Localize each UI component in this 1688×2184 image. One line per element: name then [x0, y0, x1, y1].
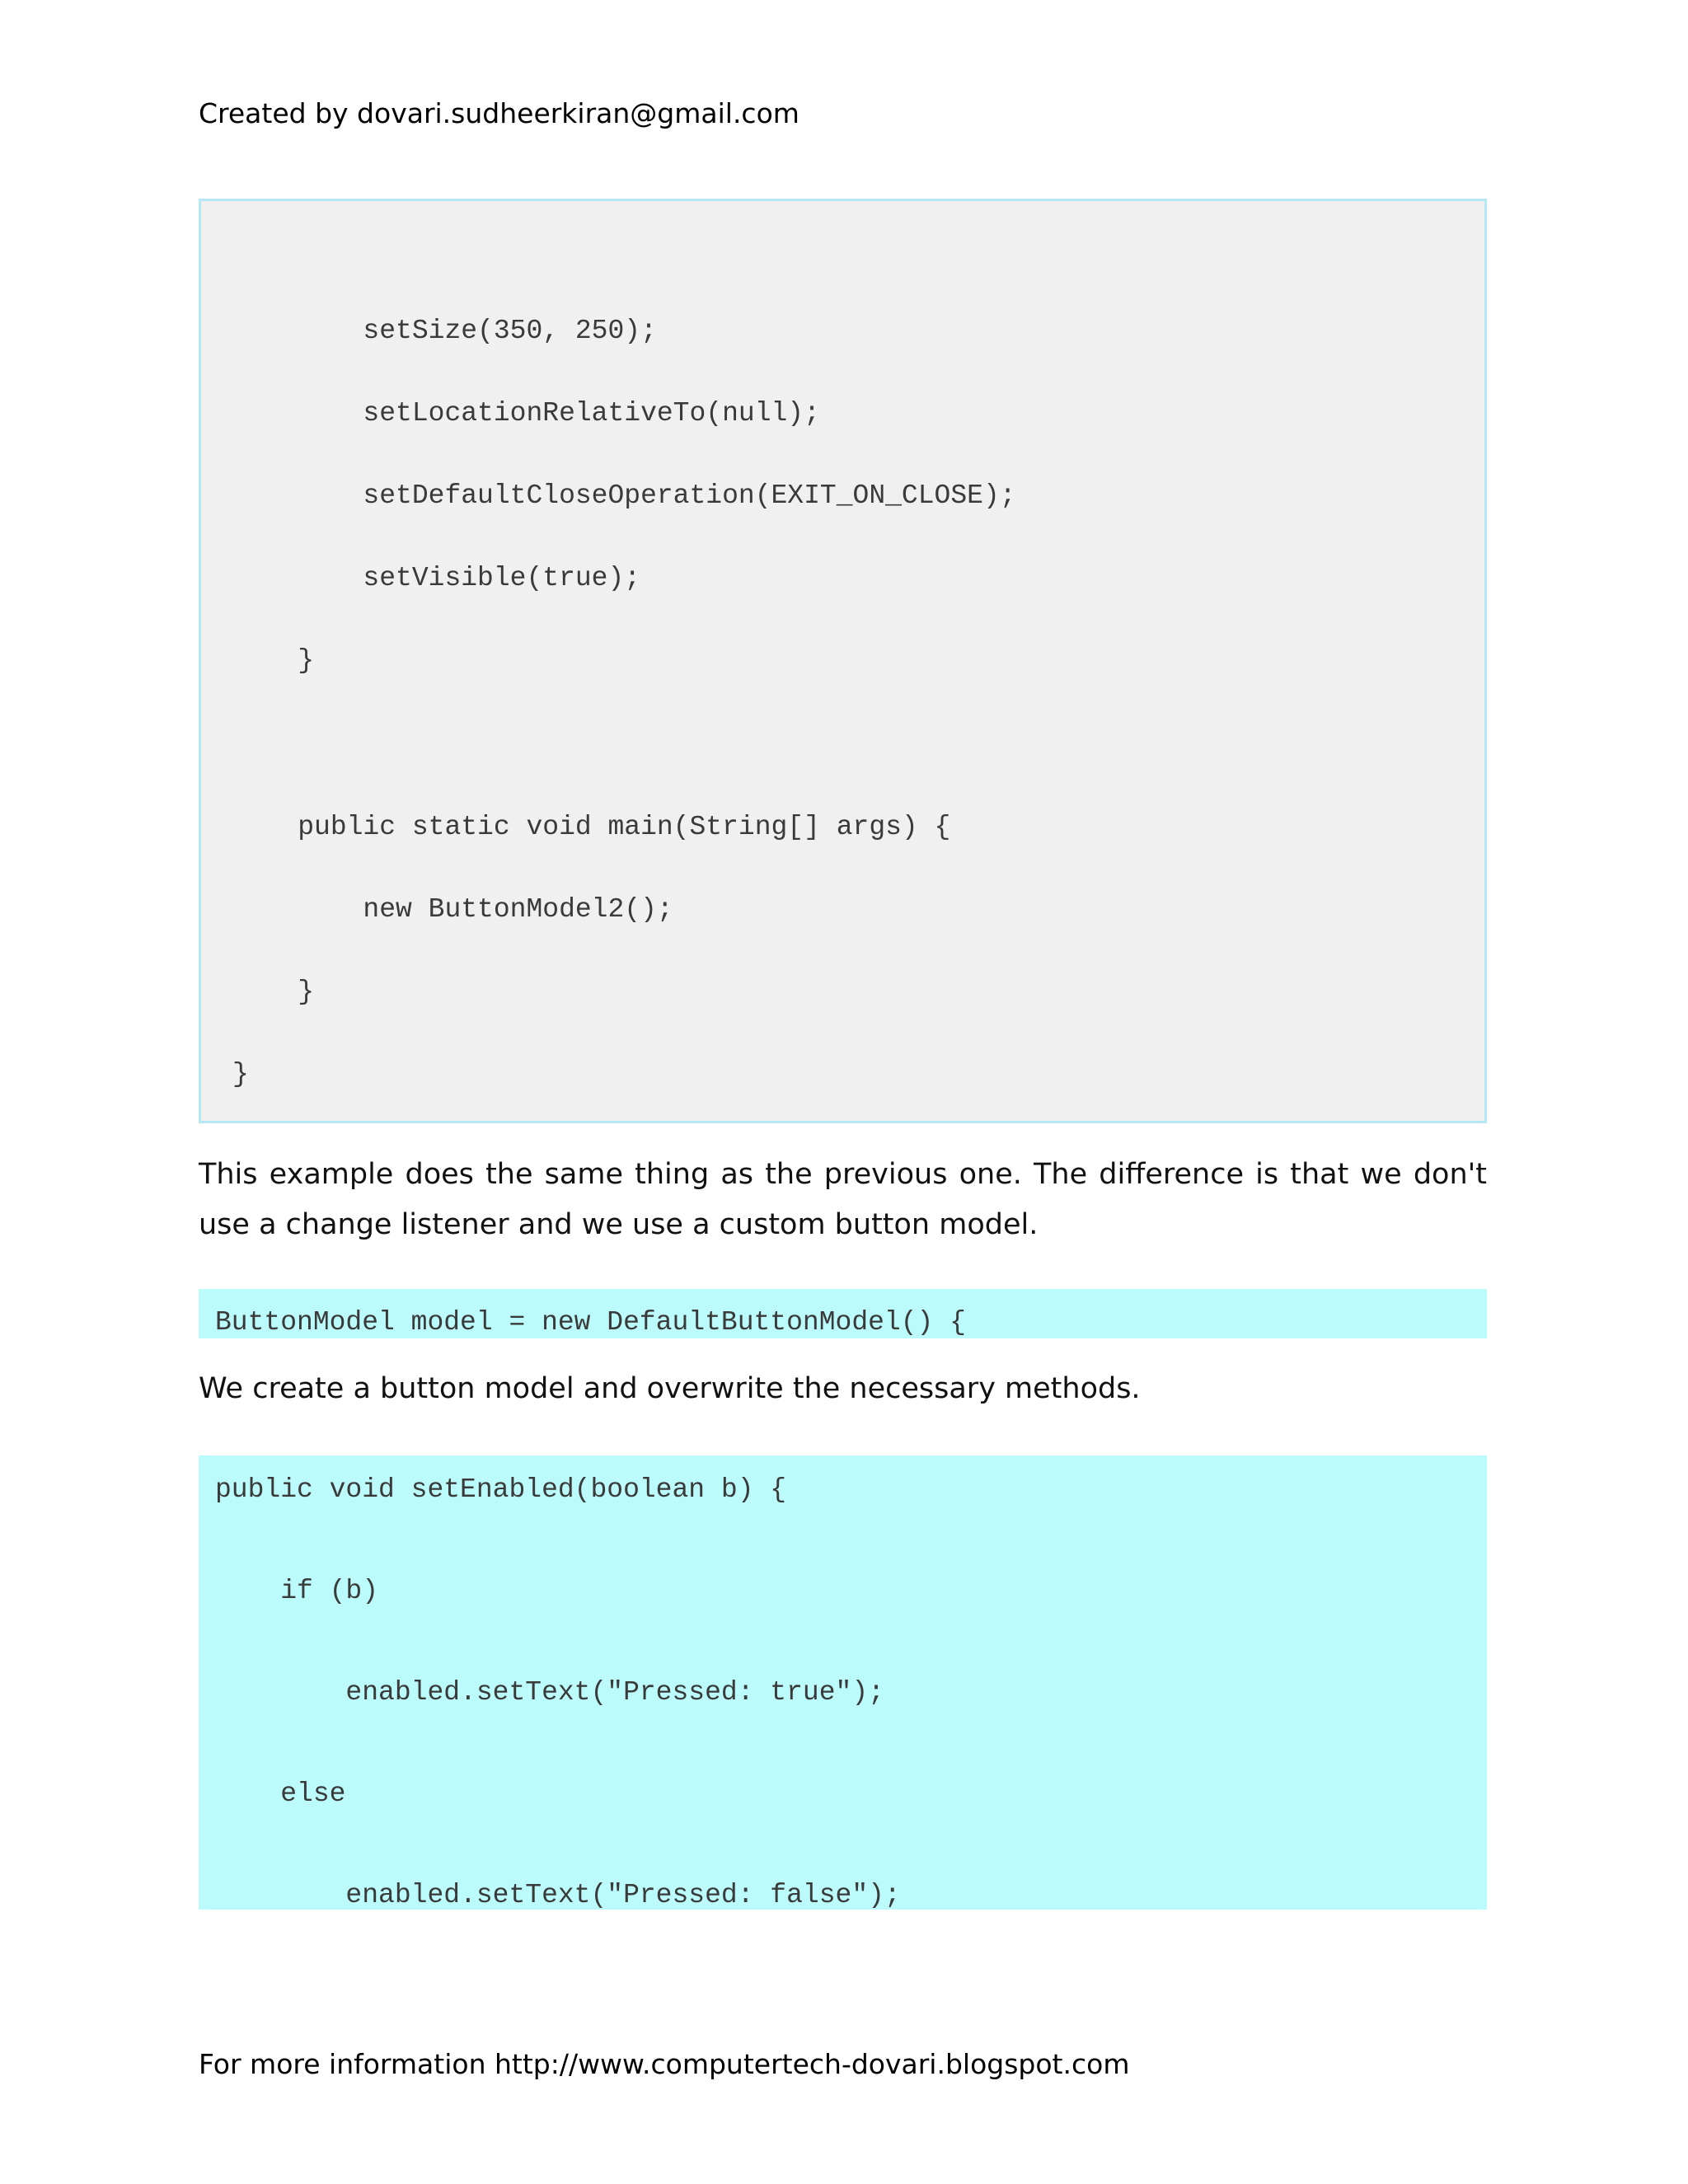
code-line: public void setEnabled(boolean b) {: [215, 1474, 787, 1505]
code-line: enabled.setText("Pressed: true");: [215, 1677, 884, 1708]
code-line: public static void main(String[] args) {: [232, 812, 951, 842]
code-line: ButtonModel model = new DefaultButtonModel() {: [215, 1307, 966, 1338]
code-snippet-button-model: [199, 1289, 1487, 1338]
code-line: }: [232, 1059, 249, 1090]
code-line: setSize(350, 250);: [232, 316, 657, 346]
page-footer: For more information http://www.computertech-dovari.blogspot.com: [199, 2048, 1130, 2080]
code-line: }: [232, 645, 315, 676]
code-line: new ButtonModel2();: [232, 894, 673, 925]
page-header: Created by dovari.sudheerkiran@gmail.com: [199, 97, 799, 129]
code-line: setDefaultCloseOperation(EXIT_ON_CLOSE);: [232, 480, 1016, 511]
paragraph-create-model: We create a button model and overwrite the necessary methods.: [199, 1372, 1141, 1405]
paragraph-explanation: This example does the same thing as the previous one. The difference is that we don't use a change listener and we use a custom button model.: [199, 1158, 1487, 1241]
code-line: }: [232, 977, 315, 1007]
code-line: setVisible(true);: [232, 563, 641, 593]
code-line: setLocationRelativeTo(null);: [232, 398, 820, 429]
code-line: else: [215, 1779, 346, 1809]
code-block-constructor-main: [199, 199, 1487, 1123]
code-line: if (b): [215, 1576, 379, 1606]
code-line: enabled.setText("Pressed: false");: [215, 1880, 901, 1910]
code-block-set-enabled: [199, 1455, 1487, 1910]
